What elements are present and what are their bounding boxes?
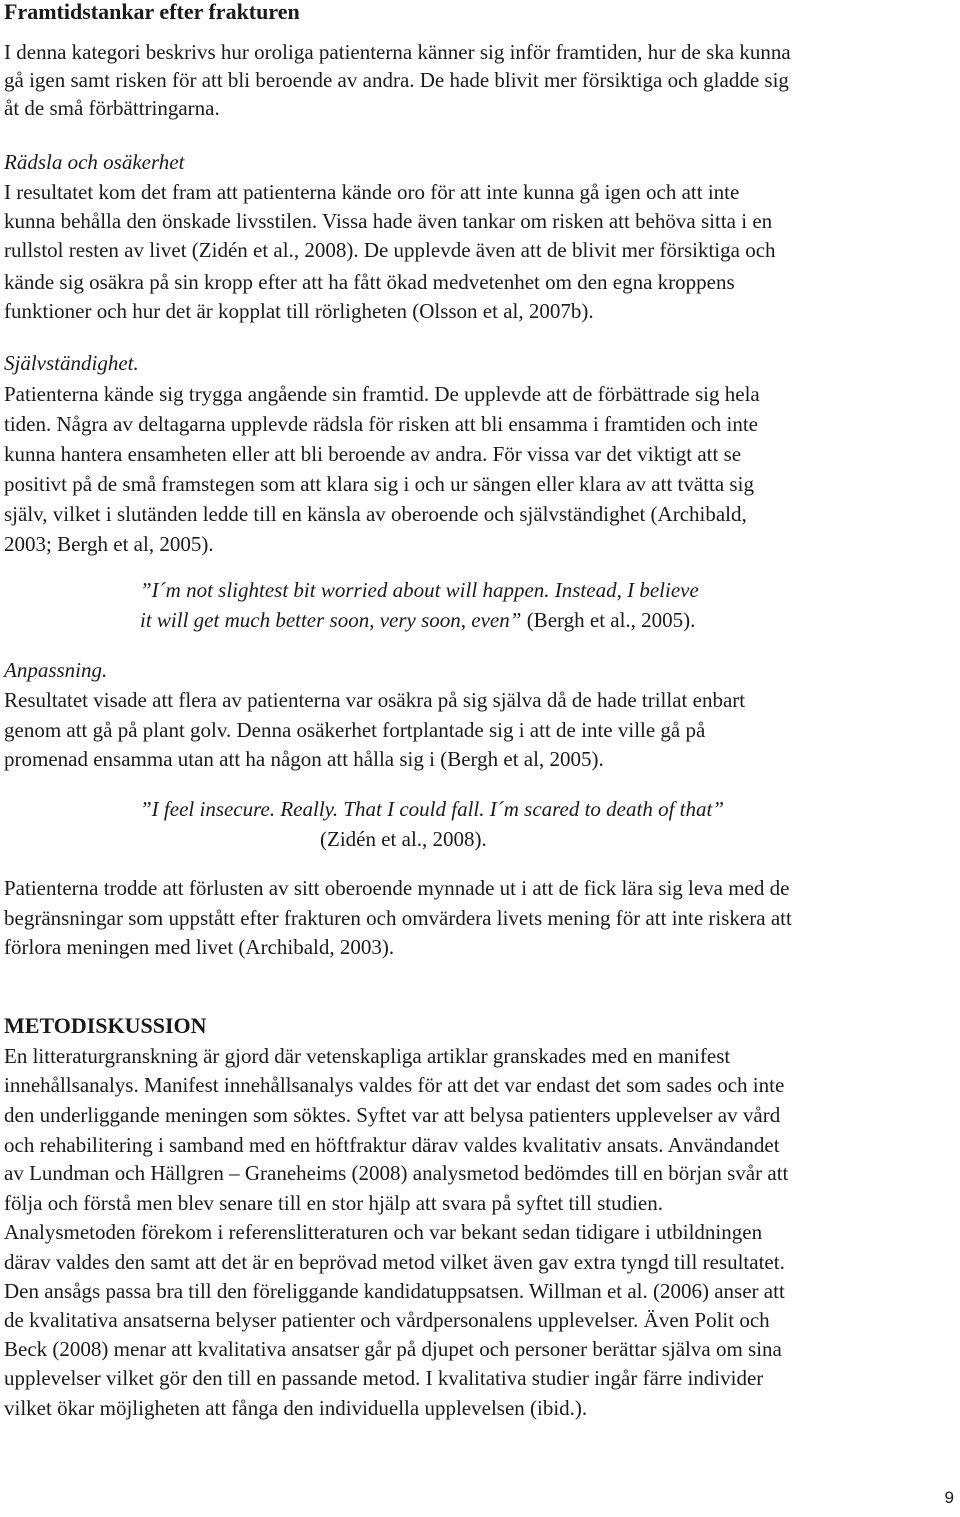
paragraph-line: Resultatet visade att flera av patienterna var osäkra på sig själva då de hade trillat enbart	[4, 688, 746, 712]
paragraph-line: I denna kategori beskrivs hur oroliga patienterna känner sig inför framtiden, hur de ska kunna	[4, 40, 791, 64]
page-number: 9	[944, 1488, 954, 1507]
quote-line	[140, 608, 695, 632]
quote-text: it will get much better soon, very soon, even”	[140, 608, 522, 632]
paragraph-line: innehållsanalys. Manifest innehållsanalys valdes för att det var endast det som sades och inte	[4, 1073, 785, 1097]
paragraph-line: Patienterna kände sig trygga angående sin framtid. De upplevde att de förbättrade sig hela	[4, 382, 760, 406]
quote-line: ”I´m not slightest bit worried about will happen. Instead, I believe	[140, 578, 699, 602]
paragraph-line: Beck (2008) menar att kvalitativa ansatser går på djupet och personer berättar själva om sina	[4, 1337, 782, 1361]
paragraph-line: själv, vilket i slutänden ledde till en känsla av oberoende och självständighet (Archibald,	[4, 502, 747, 526]
subheading: Självständighet.	[4, 351, 139, 375]
paragraph-line: upplevelser vilket gör den till en passande metod. I kvalitativa studier ingår färre individer	[4, 1366, 764, 1390]
paragraph-line: och rehabilitering i samband med en höftfraktur därav valdes kvalitativ ansats. Användandet	[4, 1133, 780, 1157]
paragraph-line: I resultatet kom det fram att patienterna kände oro för att inte kunna gå igen och att inte	[4, 180, 740, 204]
paragraph-line: promenad ensamma utan att ha någon att hålla sig i (Bergh et al, 2005).	[4, 747, 604, 771]
paragraph-line: därav valdes den samt att det är en beprövad metod vilket även gav extra tyngd till resultatet.	[4, 1250, 785, 1274]
paragraph-line: Analysmetoden förekom i referenslitteraturen och var bekant sedan tidigare i utbildningen	[4, 1220, 763, 1244]
paragraph-line: Patienterna trodde att förlusten av sitt oberoende mynnade ut i att de fick lära sig leva med de	[4, 876, 790, 900]
paragraph-line: begränsningar som uppstått efter frakturen och omvärdera livets mening för att inte riskera att	[4, 906, 792, 930]
paragraph-line: de kvalitativa ansatserna belyser patienter och vårdpersonalens upplevelser. Även Polit och	[4, 1308, 770, 1332]
paragraph-line: vilket ökar möjligheten att fånga den individuella upplevelsen (ibid.).	[4, 1396, 588, 1420]
paragraph-line: kunna hantera ensamheten eller att bli beroende av andra. För vissa var det viktigt att se	[4, 442, 742, 466]
paragraph-line: rullstol resten av livet (Zidén et al., 2008). De upplevde även att de blivit mer försiktiga och	[4, 238, 776, 262]
paragraph-line: åt de små förbättringarna.	[4, 96, 220, 120]
quote-line: ”I feel insecure. Really. That I could fall. I´m scared to death of that”	[140, 797, 725, 821]
paragraph-line: tiden. Några av deltagarna upplevde rädsla för risken att bli ensamma i framtiden och inte	[4, 412, 758, 436]
paragraph-line: genom att gå på plant golv. Denna osäkerhet fortplantade sig i att de inte ville gå på	[4, 718, 706, 742]
paragraph-line: funktioner och hur det är kopplat till rörligheten (Olsson et al, 2007b).	[4, 299, 594, 323]
subheading: Rädsla och osäkerhet	[4, 150, 185, 174]
paragraph-line: En litteraturgranskning är gjord där vetenskapliga artiklar granskades med en manifest	[4, 1044, 731, 1068]
paragraph-line: förlora meningen med livet (Archibald, 2003).	[4, 935, 395, 959]
paragraph-line: 2003; Bergh et al, 2005).	[4, 532, 214, 556]
paragraph-line: den underliggande meningen som söktes. Syftet var att belysa patienters upplevelser av vård	[4, 1103, 781, 1127]
subheading: Anpassning.	[4, 658, 108, 682]
paragraph-line: gå igen samt risken för att bli beroende av andra. De hade blivit mer försiktiga och gladde sig	[4, 68, 789, 92]
quote-citation: (Zidén et al., 2008).	[320, 827, 487, 851]
paragraph-line: kände sig osäkra på sin kropp efter att ha fått ökad medvetenhet om den egna kroppens	[4, 270, 735, 294]
quote-citation: (Bergh et al., 2005).	[521, 608, 696, 632]
section-heading: METODISKUSSION	[4, 1013, 207, 1038]
paragraph-line: positivt på de små framstegen som att klara sig i och ur sängen eller klara av att tvätta sig	[4, 472, 754, 496]
paragraph-line: följa och förstå men blev senare till en stor hjälp att svara på syftet till studien.	[4, 1191, 663, 1215]
paragraph-line: av Lundman och Hällgren – Graneheims (2008) analysmetod bedömdes till en början svår att	[4, 1161, 789, 1185]
paragraph-line: kunna behålla den önskade livsstilen. Vissa hade även tankar om risken att behöva sitta i en	[4, 209, 773, 233]
section-heading: Framtidstankar efter frakturen	[4, 0, 300, 24]
paragraph-line: Den ansågs passa bra till den föreliggande kandidatuppsatsen. Willman et al. (2006) anser att	[4, 1279, 785, 1303]
